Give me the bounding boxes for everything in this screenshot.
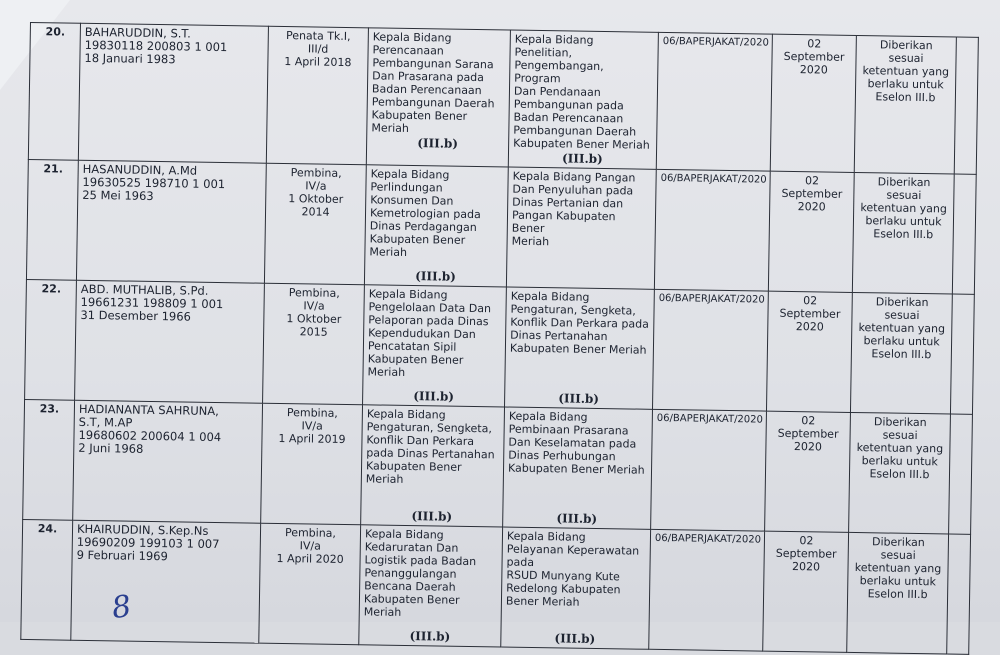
remarks-line: berlaku untuk	[859, 574, 936, 589]
appointment-table	[20, 22, 979, 655]
decree-date: 02 September 2020	[765, 411, 851, 532]
position-line: pada	[506, 555, 535, 569]
position-text	[367, 287, 502, 389]
position-line: Kabupaten Bener	[371, 108, 468, 123]
table-row	[26, 159, 976, 294]
position-line: Perlindungan	[370, 180, 443, 195]
position-line: Kepala Bidang	[514, 32, 594, 47]
position-line: Redelong Kabupaten	[506, 581, 621, 597]
position-line: Kepala Bidang	[508, 409, 588, 424]
old-position-cell	[364, 165, 508, 287]
position-line: Pelaporan pada Dinas	[368, 313, 489, 329]
row-number: 22.	[25, 279, 77, 400]
position-text	[369, 167, 504, 269]
position-line: Kepala Bidang	[510, 289, 590, 304]
remarks-line: Eselon III.b	[869, 467, 930, 482]
position-line: Dan Pendanaan	[513, 84, 601, 99]
decree-number: 06/BAPERJAKAT/2020	[649, 529, 765, 651]
position-line: RSUD Munyang Kute	[506, 568, 620, 584]
remarks-cell	[847, 532, 949, 654]
position-line: Meriah	[371, 121, 410, 135]
employee-identity-line: S.T, M.AP	[78, 414, 133, 430]
rank-line: 2015	[299, 325, 328, 339]
position-line: Pengaturan, Sengketa,	[366, 420, 492, 436]
decree-date: 02 September 2020	[763, 531, 849, 652]
position-line: Pembangunan Daerah	[371, 95, 495, 111]
decree-number: 06/BAPERJAKAT/2020	[654, 169, 770, 291]
remarks-line: ketentuan yang	[860, 201, 948, 216]
employee-identity-cell	[71, 520, 261, 643]
position-line: Konflik Dan Perkara	[366, 433, 475, 449]
position-line: Kabupaten Bener Meriah	[507, 461, 645, 477]
remarks-line: Diberikan sesuai	[873, 415, 927, 442]
position-line: Pencatatan Sipil	[367, 339, 457, 354]
eselon-label: (III.b)	[413, 389, 455, 404]
position-text	[507, 410, 648, 512]
empty-cell	[950, 294, 974, 414]
rank-cell	[266, 26, 368, 165]
employee-identity-cell	[75, 280, 265, 403]
position-text	[506, 530, 647, 632]
position-text	[365, 407, 500, 509]
remarks-line: berlaku untuk	[865, 214, 942, 229]
employee-identity-cell	[76, 160, 266, 283]
position-line: Kepala Bidang Pangan	[512, 169, 636, 185]
rank-cell	[263, 283, 365, 405]
position-line: Kabupaten Bener	[363, 592, 460, 607]
remarks-line: ketentuan yang	[856, 441, 944, 456]
rank-line: 1 April 2019	[278, 431, 346, 447]
employee-identity-line: HADIANANTA SAHRUNA,	[78, 401, 219, 419]
employee-identity-line: BAHARUDDIN, S.T.	[84, 24, 191, 41]
position-line: Perencanaan	[372, 43, 444, 58]
position-line: Dinas Pertanian dan	[512, 195, 624, 211]
rank-line: Pembina,	[288, 286, 340, 300]
remarks-line: ketentuan yang	[862, 64, 950, 79]
eselon-label: (III.b)	[409, 629, 451, 644]
old-position-cell	[363, 285, 507, 407]
position-line: Meriah	[511, 234, 550, 249]
position-line: Meriah	[365, 472, 404, 486]
rank-cell	[261, 403, 363, 525]
position-line: Meriah	[369, 245, 408, 259]
position-line: Dinas Perhubungan	[508, 448, 616, 464]
position-line: Kepala Bidang	[370, 167, 450, 182]
position-line: pada Dinas Pertanahan	[366, 446, 495, 462]
position-line: Kependudukan Dan	[368, 326, 476, 342]
position-line: Logistik pada Badan	[364, 553, 477, 569]
position-line: Penanggulangan	[364, 566, 457, 581]
eselon-label: (III.b)	[415, 269, 457, 284]
rank-line: 1 April 2018	[284, 55, 352, 70]
rank-line: IV/a	[303, 299, 325, 313]
row-number: 23.	[23, 399, 75, 520]
position-line: Meriah	[363, 605, 402, 619]
position-line: Kemetrologian pada	[369, 206, 481, 222]
new-position-cell	[501, 527, 651, 649]
rank-line: IV/a	[305, 179, 327, 193]
rank-line: Pembina,	[286, 406, 338, 420]
position-line: Dan Keselamatan pada	[508, 435, 637, 451]
employee-identity-cell	[73, 400, 263, 523]
rank-line: Penata Tk.I,	[285, 29, 351, 44]
rank-line: 2014	[301, 205, 330, 219]
empty-cell	[949, 414, 973, 534]
eselon-label: (III.b)	[558, 391, 600, 406]
remarks-cell	[850, 292, 952, 414]
rank-line: Pembina,	[290, 166, 342, 180]
table-row	[28, 23, 978, 175]
old-position-cell	[366, 28, 510, 167]
position-line: Badan Perencanaan	[513, 110, 624, 126]
position-line: Kabupaten Bener	[365, 459, 462, 474]
position-line: Kedaruratan Dan	[364, 540, 459, 555]
employee-identity-line: 31 Desember 1966	[80, 307, 192, 324]
old-position-cell	[361, 405, 505, 527]
position-text	[513, 33, 654, 152]
position-line: Pembangunan pada	[513, 97, 624, 113]
empty-cell	[947, 534, 971, 654]
position-line: Dan Penyuluhan pada	[512, 182, 634, 198]
position-line: Dinas Perdagangan	[369, 219, 477, 235]
position-line: Dan Prasarana pada	[372, 69, 485, 85]
eselon-label: (III.b)	[417, 136, 459, 151]
remarks-line: Eselon III.b	[875, 90, 936, 105]
position-line: Kepala Bidang	[372, 30, 452, 45]
position-line: Pengembangan, Program	[514, 58, 604, 86]
rank-line: IV/a	[301, 419, 323, 433]
employee-identity-line: 18 Januari 1983	[84, 50, 176, 67]
rank-line: 1 April 2020	[276, 551, 344, 566]
position-text	[371, 30, 506, 136]
eselon-label: (III.b)	[556, 511, 598, 526]
remarks-line: Eselon III.b	[873, 227, 934, 242]
row-number: 21.	[26, 159, 78, 280]
eselon-label	[511, 272, 650, 274]
decree-date: 02 September 2020	[766, 291, 852, 412]
position-text	[364, 527, 499, 629]
position-line: Kabupaten Bener	[369, 232, 466, 247]
decree-date: 02 September 2020	[768, 171, 854, 292]
position-line: Bener Meriah	[505, 594, 580, 609]
remarks-line: ketentuan yang	[854, 561, 942, 576]
employee-identity-line: HASANUDDIN, A.Md	[82, 161, 198, 178]
row-number: 20.	[28, 23, 80, 161]
decree-number: 06/BAPERJAKAT/2020	[656, 32, 772, 171]
decree-number: 06/BAPERJAKAT/2020	[652, 289, 768, 411]
remarks-cell	[852, 172, 954, 294]
eselon-label: (III.b)	[561, 151, 603, 167]
remarks-cell	[849, 412, 951, 534]
position-line: Pangan Kabupaten Bener	[511, 208, 616, 236]
position-line: Pengaturan, Sengketa,	[510, 302, 636, 318]
position-line: Pelayanan Keperawatan	[506, 542, 640, 558]
position-line: Bencana Daerah	[364, 579, 456, 594]
table-row	[23, 399, 973, 534]
table-row	[25, 279, 975, 414]
employee-identity-line: 19630525 198710 1 001	[82, 174, 226, 192]
rank-line: 1 Oktober	[288, 192, 344, 206]
position-line: Penelitian,	[514, 45, 573, 60]
signature-initial: 8	[109, 588, 134, 627]
position-line: Pembangunan Daerah	[513, 123, 637, 139]
remarks-line: berlaku untuk	[867, 77, 944, 92]
employee-identity-line: 19661231 198809 1 001	[80, 294, 224, 312]
rank-cell	[259, 523, 361, 645]
employee-identity-line: 19830118 200803 1 001	[84, 37, 228, 55]
eselon-label: (III.b)	[411, 509, 453, 524]
employee-identity-line: 19680602 200604 1 004	[78, 427, 222, 445]
position-line: Kabupaten Bener	[367, 352, 464, 367]
position-line: Pembinaan Prasarana	[508, 422, 629, 438]
remarks-line: Diberikan sesuai	[879, 38, 933, 66]
position-text	[511, 170, 652, 272]
old-position-cell	[359, 525, 503, 647]
position-line: Meriah	[367, 365, 406, 379]
position-line: Konsumen Dan	[370, 193, 454, 208]
position-line: Pembangunan Sarana	[372, 56, 494, 72]
employee-identity-line: 2 Juni 1968	[78, 440, 144, 456]
remarks-line: berlaku untuk	[863, 334, 940, 349]
remarks-line: Diberikan sesuai	[875, 295, 929, 323]
position-line: Kepala Bidang	[368, 287, 448, 302]
empty-cell	[954, 37, 978, 174]
remarks-line: Eselon III.b	[871, 347, 932, 362]
new-position-cell	[503, 407, 653, 529]
rank-line: III/d	[307, 42, 329, 56]
row-number: 24.	[21, 519, 73, 640]
employee-identity-line: 9 Februari 1969	[76, 547, 168, 564]
rank-line: 1 Oktober	[286, 312, 342, 326]
rank-cell	[264, 163, 366, 285]
new-position-cell	[505, 287, 655, 409]
position-line: Kabupaten Bener Meriah	[513, 136, 650, 152]
empty-cell	[952, 174, 976, 294]
remarks-line: Diberikan sesuai	[877, 175, 931, 203]
position-line: Kepala Bidang	[506, 529, 586, 544]
position-line: Pengelolaan Data Dan	[368, 300, 492, 316]
position-line: Kepala Bidang	[366, 407, 446, 422]
remarks-line: berlaku untuk	[861, 454, 938, 469]
rank-line: Pembina,	[284, 526, 337, 540]
remarks-line: Eselon III.b	[867, 587, 928, 602]
position-text	[509, 290, 650, 392]
remarks-line: Diberikan sesuai	[871, 535, 925, 562]
position-line: Konflik Dan Perkara pada	[510, 315, 649, 331]
decree-number: 06/BAPERJAKAT/2020	[651, 409, 767, 531]
remarks-line: ketentuan yang	[858, 321, 946, 336]
employee-identity-line: KHAIRUDDIN, S.Kep.Ns	[76, 521, 209, 538]
new-position-cell	[506, 167, 656, 289]
employee-identity-line: 25 Mei 1963	[82, 187, 154, 203]
rank-line: IV/a	[299, 539, 322, 553]
employee-identity-cell	[78, 23, 268, 163]
eselon-label: (III.b)	[554, 631, 596, 646]
employee-identity-line: 19690209 199103 1 007	[76, 534, 220, 552]
remarks-cell	[854, 35, 956, 174]
decree-date: 02 September 2020	[770, 34, 856, 172]
position-line: Badan Perencanaan	[371, 82, 482, 98]
table-row	[21, 519, 971, 654]
position-line: Dinas Pertanahan	[510, 328, 608, 344]
new-position-cell	[508, 30, 658, 169]
position-line: Kepala Bidang	[364, 527, 444, 542]
employee-identity-line: ABD. MUTHALIB, S.Pd.	[80, 281, 209, 298]
position-line: Kabupaten Bener Meriah	[509, 341, 647, 357]
